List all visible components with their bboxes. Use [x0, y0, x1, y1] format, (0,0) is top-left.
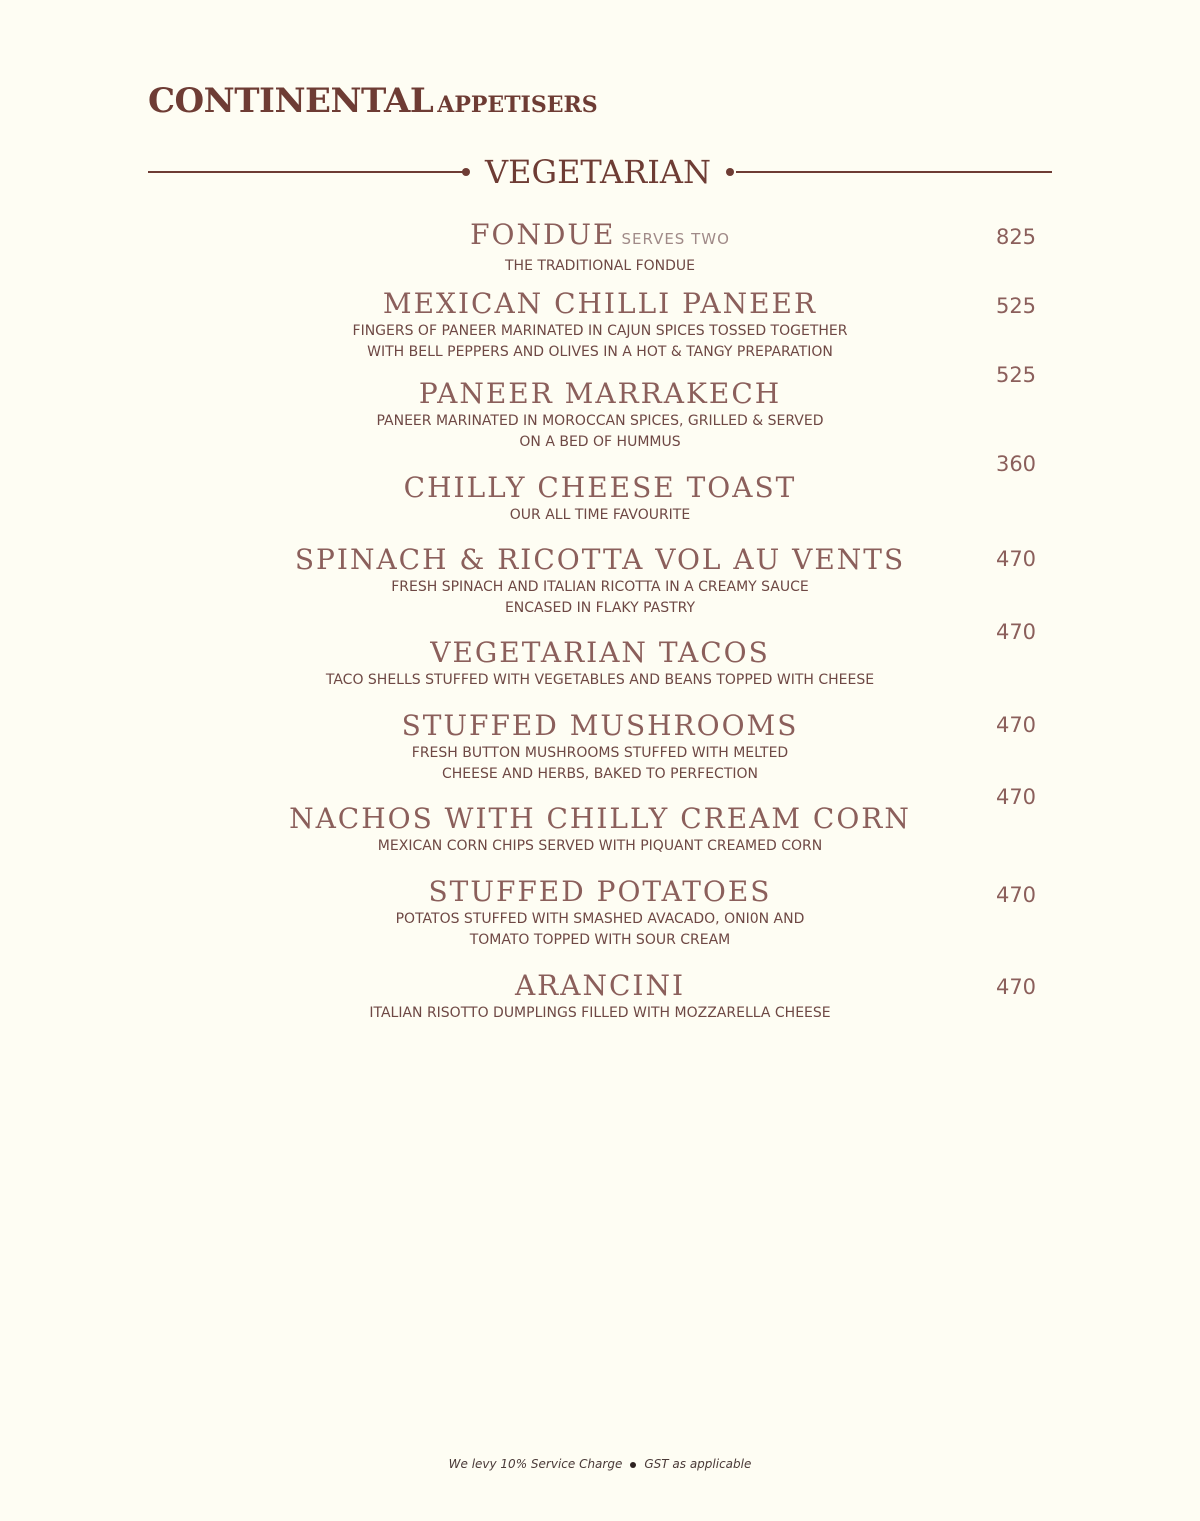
divider-left: [148, 171, 464, 173]
item-description: WITH BELL PEPPERS AND OLIVES IN A HOT & TANGY PREPARATION: [367, 344, 833, 360]
item-name: PANEER MARRAKECH: [418, 377, 782, 410]
item-price: 470: [995, 975, 1037, 999]
item-description: ITALIAN RISOTTO DUMPLINGS FILLED WITH MOZZARELLA CHEESE: [369, 1005, 831, 1021]
item-name: STUFFED MUSHROOMS: [401, 709, 799, 742]
menu-item-arancini: [200, 969, 1000, 1024]
item-description: POTATOS STUFFED WITH SMASHED AVACADO, ONI0N AND: [395, 911, 805, 927]
title-main: CONTINENTAL: [148, 81, 434, 121]
item-price: 525: [995, 363, 1037, 387]
item-description: FINGERS OF PANEER MARINATED IN CAJUN SPICES TOSSED TOGETHER: [352, 323, 848, 339]
item-description: ENCASED IN FLAKY PASTRY: [504, 600, 696, 616]
divider-dot-left: [462, 168, 470, 176]
section-header: [148, 150, 1052, 194]
item-description: PANEER MARINATED IN MOROCCAN SPICES, GRILLED & SERVED: [376, 413, 824, 429]
gst-note: GST as applicable: [644, 1457, 752, 1471]
divider-dot-right: [726, 168, 734, 176]
item-description: THE TRADITIONAL FONDUE: [505, 258, 695, 274]
footer-note: [0, 1457, 1200, 1471]
item-name: ARANCINI: [514, 969, 686, 1002]
item-price: 470: [995, 713, 1037, 737]
page-title: [148, 81, 598, 121]
menu-item-nachos: [200, 802, 1000, 857]
item-description: ON A BED OF HUMMUS: [519, 434, 681, 450]
menu-item-mexican-chilli-paneer: [200, 287, 1000, 363]
item-price: 470: [995, 785, 1037, 809]
menu-item-chilly-cheese-toast: [200, 471, 1000, 526]
item-name: NACHOS WITH CHILLY CREAM CORN: [289, 802, 911, 835]
item-description: FRESH BUTTON MUSHROOMS STUFFED WITH MELTED: [411, 745, 789, 761]
menu-item-fondue: [200, 218, 1000, 277]
item-name: STUFFED POTATOES: [428, 875, 772, 908]
item-price: 470: [995, 547, 1037, 571]
menu-item-stuffed-mushrooms: [200, 709, 1000, 785]
item-price: 525: [995, 294, 1037, 318]
bullet-icon: [630, 1462, 636, 1468]
title-sub: APPETISERS: [437, 92, 598, 118]
item-price: 470: [995, 620, 1037, 644]
item-serving-note: SERVES TWO: [621, 230, 730, 248]
item-description: CHEESE AND HERBS, BAKED TO PERFECTION: [441, 766, 759, 782]
item-description: TACO SHELLS STUFFED WITH VEGETABLES AND BEANS TOPPED WITH CHEESE: [325, 672, 875, 688]
menu-item-vegetarian-tacos: [200, 636, 1000, 691]
item-name: MEXICAN CHILLI PANEER: [382, 287, 818, 320]
menu-item-stuffed-potatoes: [200, 875, 1000, 951]
menu-item-paneer-marrakech: [200, 377, 1000, 453]
item-price: 360: [995, 452, 1037, 476]
item-price: 825: [995, 225, 1037, 249]
divider-right: [736, 171, 1052, 173]
item-name: VEGETARIAN TACOS: [430, 636, 770, 669]
item-name: FONDUE SERVES TWO: [470, 218, 730, 251]
service-charge-note: We levy 10% Service Charge: [448, 1457, 623, 1471]
item-name: CHILLY CHEESE TOAST: [403, 471, 797, 504]
item-description: FRESH SPINACH AND ITALIAN RICOTTA IN A CREAMY SAUCE: [391, 579, 809, 595]
item-description: TOMATO TOPPED WITH SOUR CREAM: [469, 932, 731, 948]
section-title: VEGETARIAN: [485, 153, 711, 191]
item-description: OUR ALL TIME FAVOURITE: [509, 507, 691, 523]
item-price: 470: [995, 883, 1037, 907]
item-description: MEXICAN CORN CHIPS SERVED WITH PIQUANT CREAMED CORN: [377, 838, 823, 854]
item-name: SPINACH & RICOTTA VOL AU VENTS: [294, 543, 906, 576]
menu-item-spinach-ricotta: [200, 543, 1000, 619]
